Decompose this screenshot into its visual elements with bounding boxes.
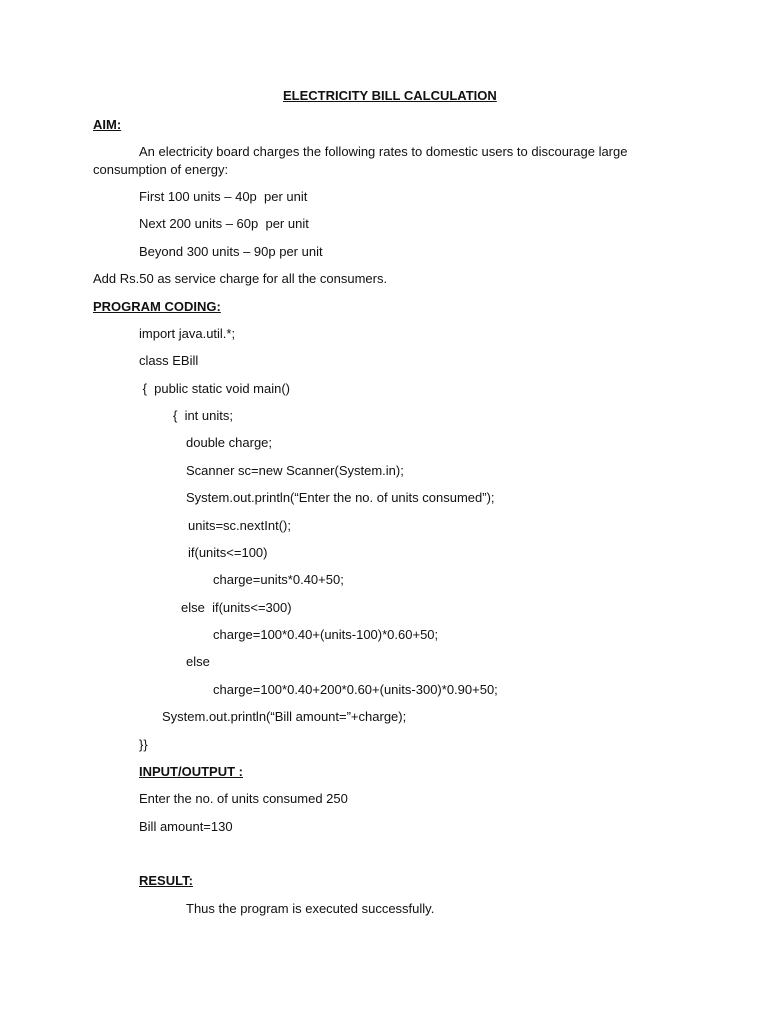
result-heading: RESULT: — [139, 873, 193, 888]
code-line: import java.util.*; — [139, 326, 236, 341]
aim-text-line-1: An electricity board charges the following rates to domestic users to discourage large — [139, 144, 628, 159]
aim-heading: AIM: — [93, 117, 122, 132]
input-output-heading: INPUT/OUTPUT : — [139, 764, 243, 779]
code-line: else — [186, 654, 210, 669]
code-line: System.out.println(“Bill amount=”+charge); — [162, 709, 407, 724]
code-line: charge=100*0.40+(units-100)*0.60+50; — [213, 627, 439, 642]
code-line: }} — [139, 737, 148, 752]
code-line: else if(units<=300) — [181, 600, 292, 615]
rate-beyond-300: Beyond 300 units – 90p per unit — [139, 244, 323, 259]
program-coding-heading: PROGRAM CODING: — [93, 299, 221, 314]
code-line: charge=units*0.40+50; — [213, 572, 344, 587]
code-line: class EBill — [139, 353, 199, 368]
code-line: charge=100*0.40+200*0.60+(units-300)*0.90+50; — [213, 682, 498, 697]
service-charge-text: Add Rs.50 as service charge for all the consumers. — [93, 271, 388, 286]
io-line: Enter the no. of units consumed 250 — [139, 791, 348, 806]
code-line: { public static void main() — [139, 381, 291, 396]
io-line: Bill amount=130 — [139, 819, 233, 834]
code-line: double charge; — [186, 435, 273, 450]
document-title: ELECTRICITY BILL CALCULATION — [283, 88, 497, 103]
code-line: if(units<=100) — [188, 545, 268, 560]
rate-next-200: Next 200 units – 60p per unit — [139, 216, 309, 231]
result-text: Thus the program is executed successfully. — [186, 901, 435, 916]
code-line: { int units; — [173, 408, 233, 423]
code-line: units=sc.nextInt(); — [188, 518, 291, 533]
code-line: Scanner sc=new Scanner(System.in); — [186, 463, 404, 478]
code-line: System.out.println(“Enter the no. of units consumed”); — [186, 490, 495, 505]
aim-text-line-2: consumption of energy: — [93, 162, 229, 177]
rate-first-100: First 100 units – 40p per unit — [139, 189, 308, 204]
